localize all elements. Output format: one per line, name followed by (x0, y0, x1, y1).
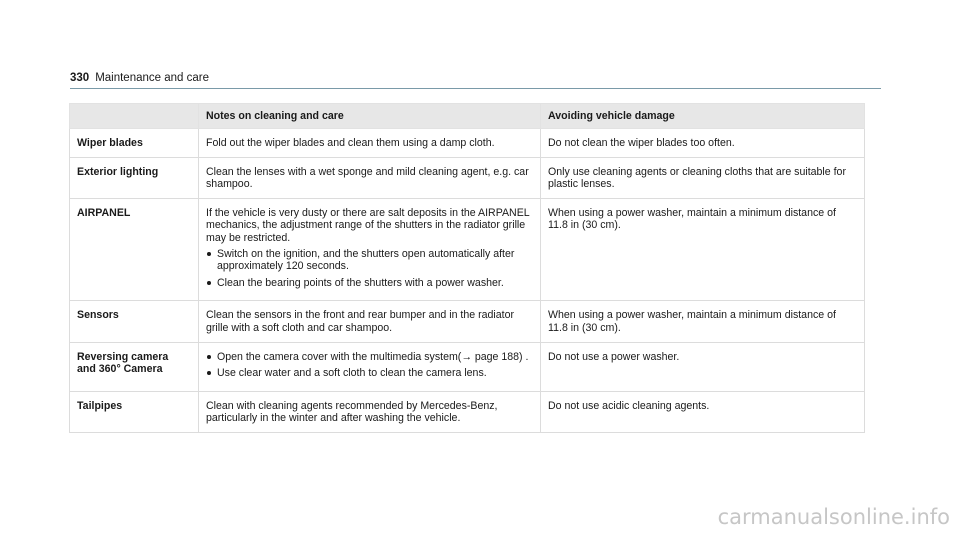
column-header-notes: Notes on cleaning and care (199, 104, 541, 129)
cleaning-care-table (69, 103, 865, 433)
row-notes: Clean the lenses with a wet sponge and mild cleaning agent, e.g. car shampoo. (199, 157, 541, 198)
bullet-item: Open the camera cover with the multimedia system(→ page 188) . (206, 351, 533, 364)
table-row (70, 198, 865, 301)
column-header-item (70, 104, 199, 129)
row-item-label: AIRPANEL (77, 206, 131, 219)
row-item-label: Wiper blades (77, 137, 143, 149)
row-damage: Do not use a power washer. (541, 342, 865, 391)
column-header-damage: Avoiding vehicle damage (541, 104, 865, 129)
row-item (70, 391, 199, 432)
row-damage: When using a power washer, maintain a minimum distance of 11.8 in (30 cm). (541, 198, 865, 301)
bullet-item: Switch on the ignition, and the shutters open automatically after approximately 120 seconds. (206, 248, 533, 273)
page-header (70, 71, 881, 89)
row-notes: Clean with cleaning agents recommended by Mercedes-Benz, particularly in the winter and after washing the vehicle. (199, 391, 541, 432)
row-notes: Fold out the wiper blades and clean them using a damp cloth. (199, 129, 541, 158)
bullet-list (206, 248, 533, 290)
row-item (70, 157, 199, 198)
row-notes (199, 342, 541, 391)
row-item (70, 129, 199, 158)
row-item (70, 342, 199, 391)
table-row (70, 391, 865, 432)
bullet-item: Use clear water and a soft cloth to clean the camera lens. (206, 367, 533, 380)
row-damage: When using a power washer, maintain a minimum distance of 11.8 in (30 cm). (541, 301, 865, 342)
table-header-row (70, 104, 865, 129)
section-title: Maintenance and care (95, 72, 209, 84)
row-damage: Do not clean the wiper blades too often. (541, 129, 865, 158)
table-row (70, 301, 865, 342)
table-row (70, 342, 865, 391)
row-notes-text: If the vehicle is very dusty or there are salt deposits in the AIRPANEL mechanics, the adjustment range of the shutters in the radiator grille may be restricted. (206, 206, 530, 244)
row-item-label: Exterior lighting (77, 165, 159, 178)
bullet-list (206, 351, 533, 380)
row-item-label: Tailpipes (77, 399, 123, 412)
row-item-label-extra: and 360° Camera (77, 363, 163, 376)
row-item-label: Sensors (77, 309, 119, 322)
row-damage: Do not use acidic cleaning agents. (541, 391, 865, 432)
row-notes: Clean the sensors in the front and rear bumper and in the radiator grille with a soft cloth and car shampoo. (199, 301, 541, 342)
row-item (70, 301, 199, 342)
bullet-item: Clean the bearing points of the shutters with a power washer. (206, 277, 533, 290)
table-row (70, 129, 865, 158)
row-damage: Only use cleaning agents or cleaning cloths that are suitable for plastic lenses. (541, 157, 865, 198)
watermark: carmanualsonline.info (717, 505, 950, 529)
row-item (70, 198, 199, 301)
row-notes (199, 198, 541, 301)
table-row (70, 157, 865, 198)
row-item-label: Reversing camera (77, 350, 169, 363)
page-number: 330 (70, 72, 90, 84)
